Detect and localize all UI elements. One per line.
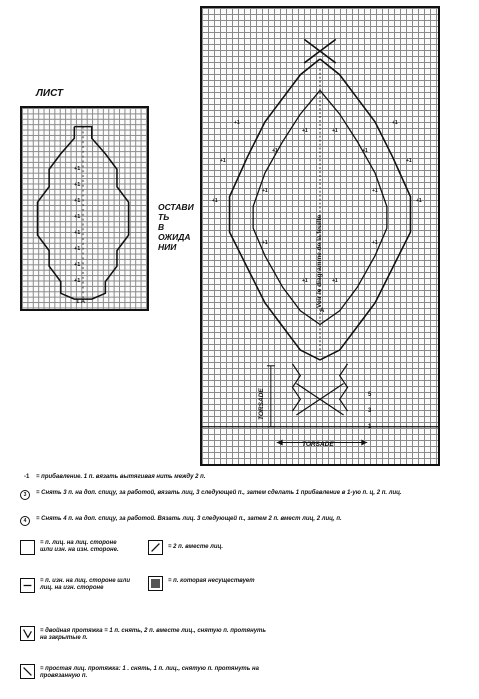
row-mark: +1 (392, 120, 398, 126)
row-mark: +1 (262, 188, 268, 194)
torsade-left-label: TORSADE (258, 388, 265, 420)
leaf-start-mark: 1 A (76, 299, 86, 305)
row-mark: +1 (212, 198, 218, 204)
row-mark: +1 (74, 166, 81, 172)
single-decrease-icon (21, 665, 34, 678)
row-mark: +1 (332, 128, 338, 134)
hold-label-line: ОЖИДА (158, 232, 191, 242)
row-mark: +1 (372, 188, 378, 194)
row-mark: +1 (302, 128, 308, 134)
leaf-chart (20, 106, 149, 311)
row-mark: +1 (234, 120, 240, 126)
row-mark: +1 (302, 278, 308, 284)
increase-description: = прибавление. 1 п. вязать вытягивая нить между 2 п. (36, 474, 206, 480)
row-mark: +1 (74, 230, 81, 236)
double-decrease-symbol (20, 626, 35, 641)
row-mark: +1 (220, 158, 226, 164)
k2tog-symbol (148, 540, 163, 555)
single-decrease-description: = простая лиц. протяжка: 1 . снять, 1 п. лиц., снятую п. протянуть на провязанную п. (40, 666, 259, 679)
row-mark: +1 (74, 198, 81, 204)
purl-symbol (20, 578, 35, 593)
cable3-symbol: 3 (20, 490, 30, 500)
hold-label-line: ОСТАВИ (158, 202, 194, 212)
purl-icon (21, 579, 34, 592)
hold-label-line: НИИ (158, 242, 177, 252)
row-mark: +1 (416, 198, 422, 204)
increase-symbol: -1 (24, 474, 30, 480)
no-stitch-description: = п. которая несуществует (168, 578, 255, 584)
main-chart (200, 6, 440, 466)
k2tog-description: = 2 п. вместе лиц. (168, 544, 224, 550)
row-mark: +1 (74, 182, 81, 188)
hold-label (158, 202, 194, 252)
row-mark: +1 (74, 278, 81, 284)
knit-symbol (20, 540, 35, 555)
no-stitch-symbol (148, 576, 163, 591)
single-decrease-symbol (20, 664, 35, 679)
purl-description: = п. изн. на лиц. стороне шли лиц. на изн. стороне (40, 578, 131, 591)
cable3-description: = Снять 3 п. на доп. спицу, за работой, вязать лиц, 3 следующей п., затем сделать 1 прибавление в 1-ую п. ц, 2 п. лиц. (36, 490, 402, 496)
row-mark: +1 (372, 240, 378, 246)
row-mark: +1 (362, 148, 368, 154)
row-mark: +1 (262, 240, 268, 246)
side-number: 5 (368, 392, 372, 398)
marker-a: A (320, 308, 325, 314)
row-mark: +1 (74, 262, 81, 268)
row-mark: +1 (406, 158, 412, 164)
side-number: 1 (368, 424, 372, 430)
side-number: 3 (368, 408, 372, 414)
row-mark: +1 (74, 246, 81, 252)
hold-label-line: ТЬ (158, 212, 170, 222)
row-mark: +1 (332, 278, 338, 284)
hold-label-line: В (158, 222, 165, 232)
row-mark: +1 (272, 148, 278, 154)
double-decrease-icon (21, 627, 34, 640)
leaf-label: ЛИСТ (36, 88, 64, 99)
cable4-description: = Снять 4 п. на доп. спицу, за работой. Вязать лиц. 3 следующей п., затем 2 п. вмест лиц, 2 лиц, п. (36, 516, 342, 522)
row-mark: +1 (74, 214, 81, 220)
diagram-reference-note: Voir le diagramme de la feuille (316, 214, 323, 308)
cable4-symbol: 4 (20, 516, 30, 526)
k2tog-icon (149, 541, 162, 554)
torsade-bottom-label: TORSADE (302, 441, 334, 448)
leaf-chart-outline (22, 108, 147, 309)
knit-description: = п. лиц. на лиц. стороне шли изн. на изн. стороне. (40, 540, 119, 553)
double-decrease-description: = двойная протяжка = 1 п. снять, 2 п. вместе лиц., снятую п. протянуть на закрытые п. (40, 628, 266, 641)
